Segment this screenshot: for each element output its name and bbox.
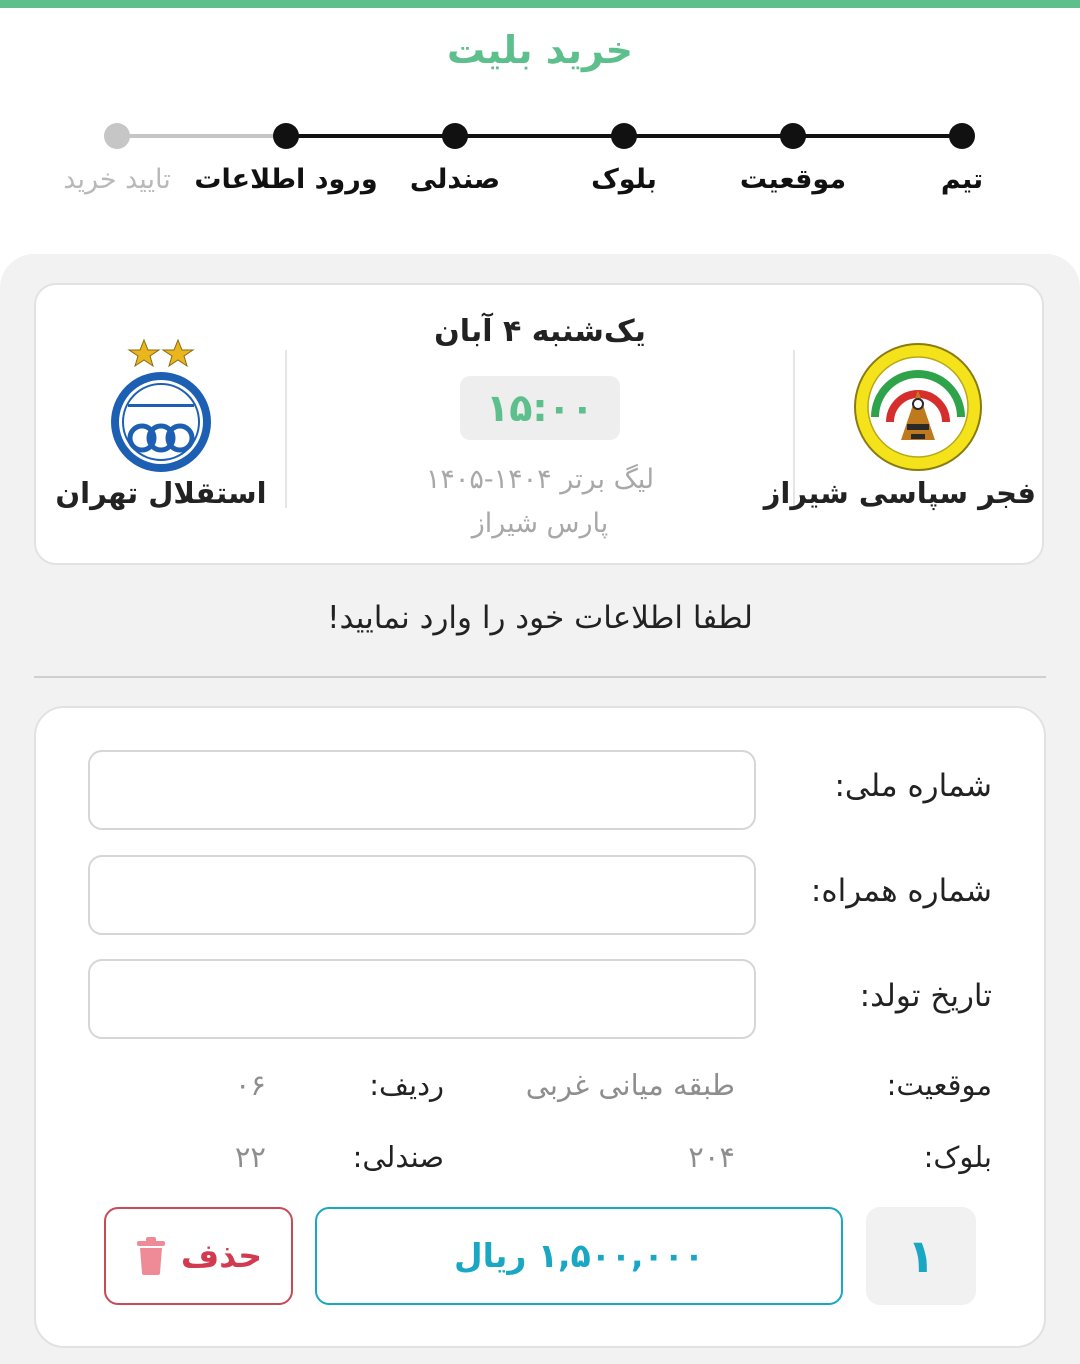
seat-label: صندلی: <box>352 1140 444 1174</box>
mobile-input[interactable] <box>88 855 756 935</box>
step-label-position[interactable]: موقعیت <box>739 164 847 195</box>
block-value: ۲۰۴ <box>688 1140 735 1174</box>
delete-button[interactable] <box>104 1207 293 1305</box>
national-id-input[interactable] <box>88 750 756 830</box>
step-dot-confirm <box>104 123 130 149</box>
step-dot-block[interactable] <box>611 123 637 149</box>
step-label-seat[interactable]: صندلی <box>409 164 501 195</box>
stepper-line-pending <box>117 134 286 138</box>
match-date: یک‌شنبه ۴ آبان <box>434 314 646 349</box>
block-label: بلوک: <box>923 1140 992 1174</box>
esteghlal-logo-icon <box>106 336 216 476</box>
league-name: لیگ برتر ۱۴۰۴-۱۴۰۵ <box>425 464 655 495</box>
instruction-text: لطفا اطلاعات خود را وارد نمایید! <box>327 600 753 636</box>
position-value: طبقه میانی غربی <box>525 1068 735 1102</box>
national-id-label: شماره ملی: <box>834 768 992 804</box>
seat-value: ۲۲ <box>234 1140 266 1174</box>
trash-icon <box>135 1237 167 1275</box>
birthdate-label: تاریخ تولد: <box>859 978 992 1014</box>
row-value: ۰۶ <box>234 1068 266 1102</box>
step-label-block[interactable]: بلوک <box>591 164 657 195</box>
fajr-sepasi-logo-icon <box>853 342 983 472</box>
step-label-info[interactable]: ورود اطلاعات <box>194 164 378 195</box>
home-team-name: فجر سپاسی شیراز <box>763 476 1036 510</box>
row-label: ردیف: <box>369 1068 444 1102</box>
mobile-label: شماره همراه: <box>810 873 992 909</box>
birthdate-input[interactable] <box>88 959 756 1039</box>
price-button[interactable]: ۱,۵۰۰,۰۰۰ ریال <box>315 1207 843 1305</box>
step-label-confirm: تایید خرید <box>63 164 171 195</box>
progress-stepper <box>0 0 1080 240</box>
match-divider-left <box>285 350 287 508</box>
step-label-team[interactable]: تیم <box>940 164 984 195</box>
position-label: موقعیت: <box>886 1068 992 1102</box>
stadium-name: پارس شیراز <box>471 508 609 539</box>
step-dot-seat[interactable] <box>442 123 468 149</box>
step-dot-info[interactable] <box>273 123 299 149</box>
step-dot-team[interactable] <box>949 123 975 149</box>
section-divider <box>34 676 1046 678</box>
page-title: خرید بلیت <box>447 28 633 72</box>
away-team-name: استقلال تهران <box>55 476 267 510</box>
step-dot-position[interactable] <box>780 123 806 149</box>
ticket-quantity[interactable]: ۱ <box>866 1207 976 1305</box>
delete-label: حذف <box>180 1236 263 1275</box>
match-time: ۱۵:۰۰ <box>460 376 620 440</box>
